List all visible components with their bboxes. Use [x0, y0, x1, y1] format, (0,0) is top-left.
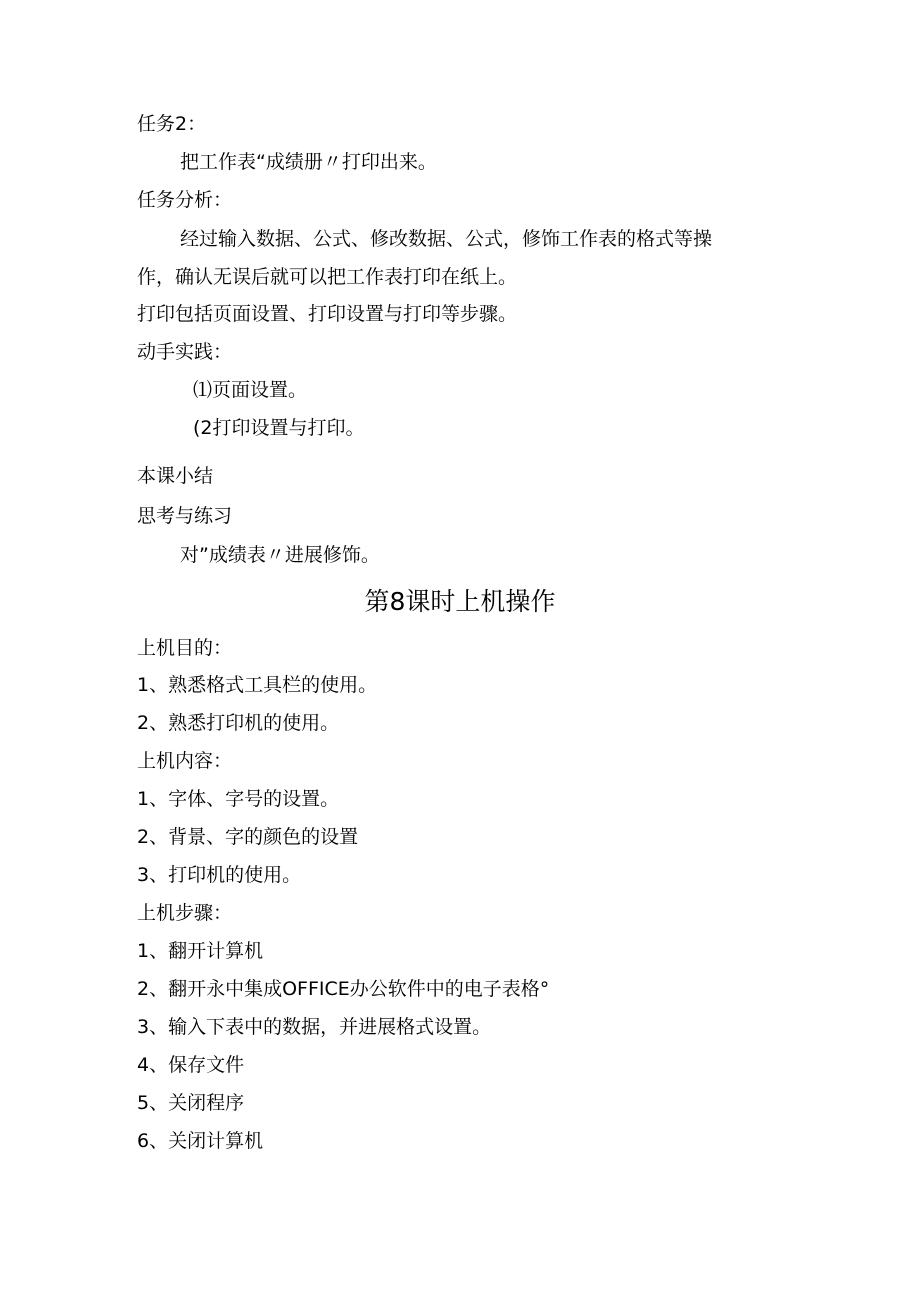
practice-heading: 动手实践： [137, 341, 233, 363]
analysis-heading: 任务分析： [137, 189, 233, 211]
lab-step-1: 1、翻开计算机 [137, 940, 264, 962]
summary-heading: 本课小结 [137, 465, 214, 487]
task-heading: 任务2： [137, 113, 207, 135]
lab-step-4: 4、保存文件 [137, 1054, 245, 1076]
lab-purpose-heading: 上机目的： [137, 637, 233, 659]
lab-step-3: 3、输入下表中的数据，并进展格式设置。 [137, 1016, 492, 1038]
practice-step-1: ⑴页面设置。 [193, 379, 308, 401]
lab-step-5: 5、关闭程序 [137, 1092, 245, 1114]
lab-step-6: 6、关闭计算机 [137, 1130, 264, 1152]
analysis-text-line-2: 作，确认无误后就可以把工作表打印在纸上。 [137, 266, 518, 288]
analysis-text-line-1: 经过输入数据、公式、修改数据、公式，修饰工作表的格式等操 [180, 228, 713, 250]
lab-purpose-item-2: 2、熟悉打印机的使用。 [137, 712, 340, 734]
section-title: 第8课时上机操作 [364, 587, 556, 616]
lab-content-item-3: 3、打印机的使用。 [137, 864, 302, 886]
print-steps-text: 打印包括页面设置、打印设置与打印等步骤。 [137, 303, 518, 325]
lab-content-item-2: 2、背景、字的颜色的设置 [137, 826, 359, 848]
lab-steps-heading: 上机步骤： [137, 902, 233, 924]
lab-content-item-1: 1、字体、字号的设置。 [137, 788, 340, 810]
lab-step-2: 2、翻开永中集成OFFICE办公软件中的电子表格° [137, 978, 550, 1000]
exercise-text: 对”成绩表〃进展修饰。 [180, 544, 380, 566]
exercise-heading: 思考与练习 [137, 505, 233, 527]
lab-content-heading: 上机内容： [137, 750, 233, 772]
task-description: 把工作表“成绩册〃打印出来。 [180, 151, 437, 173]
practice-step-2: (2打印设置与打印。 [193, 417, 365, 439]
lab-purpose-item-1: 1、熟悉格式工具栏的使用。 [137, 674, 378, 696]
